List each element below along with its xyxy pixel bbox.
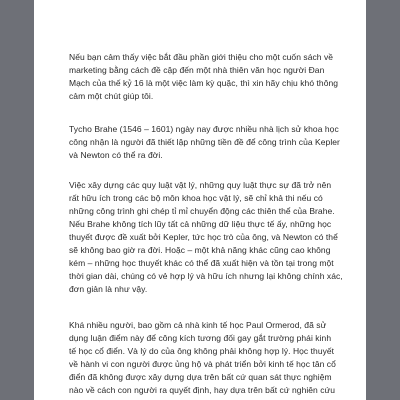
right-margin-bar: [366, 0, 400, 400]
text-line: thuyết được đề xuất bởi Kepler, tức học trò của ông, và Newton có thể: [69, 232, 338, 242]
text-line: sẽ không bao giờ ra đời. Hoặc – một khả năng khác cũng cao không: [69, 245, 331, 255]
text-line: Mạch của thế kỷ 16 là một việc làm kỳ quặc, thì xin hãy chịu khó thông: [69, 78, 339, 88]
text-line: điển đã không được xây dựng dựa trên bất cứ quan sát thực nghiệm: [69, 372, 332, 382]
text-line: Tycho Brahe (1546 – 1601) ngày nay được nhiều nhà lịch sử khoa học: [69, 124, 339, 134]
text-line: Nếu bạn cảm thấy việc bắt đầu phần giới thiệu cho một cuốn sách về: [69, 52, 334, 62]
left-margin-bar: [0, 0, 34, 400]
text-line: Việc xây dựng các quy luật vật lý, những quy luật thực sự đã trở nên: [69, 180, 332, 190]
text-line: về hành vi con người được ủng hộ và phát triển bởi kinh tế học tân cổ: [69, 359, 336, 369]
text-line: thời gian dài, chúng có vẻ hợp lý và hữu ích nhưng lại không chính xác,: [69, 271, 343, 281]
text-line: tế học cổ điển. Và lý do của ông không phải không hợp lý. Học thuyết: [69, 346, 335, 356]
paragraph-physical-laws: [69, 179, 371, 296]
paragraph-classical-economics: [69, 319, 371, 397]
paragraph-intro: [69, 51, 371, 103]
text-line: những công trình ghi chép tỉ mỉ chuyển động các thiên thể của Brahe.: [69, 206, 335, 216]
document-page: [34, 0, 366, 400]
text-line: cảm một chút giúp tôi.: [69, 91, 154, 101]
text-line: nào về cách con người ra quyết định, hay dựa trên bất cứ nghiên cứu: [69, 385, 336, 395]
paragraph-tycho-brahe: [69, 123, 371, 162]
text-line: kém – những học thuyết khác có thể đã xuất hiện và tồn tại trong một: [69, 258, 334, 268]
text-line: Nếu Brahe không tích lũy tất cả những dữ liệu thực tế ấy, những học: [69, 219, 332, 229]
text-line: dụng luận điểm này để công kích tương đối gay gắt trường phái kinh: [69, 333, 332, 343]
text-line: Khá nhiều người, bao gồm cả nhà kinh tế học Paul Ormerod, đã sử: [69, 320, 327, 330]
text-line: rất hữu ích trong các bộ môn khoa học vật lý, sẽ chỉ khả thi nếu có: [69, 193, 323, 203]
text-line: marketing bằng cách đề cập đến một nhà thiên văn học người Đan: [69, 65, 325, 75]
text-line: đơn giản là như vậy.: [69, 284, 148, 294]
text-line: và Newton có thể ra đời.: [69, 150, 163, 160]
text-line: công nhận là người đã thiết lập những tiền đề để công trình của Kepler: [69, 137, 340, 147]
